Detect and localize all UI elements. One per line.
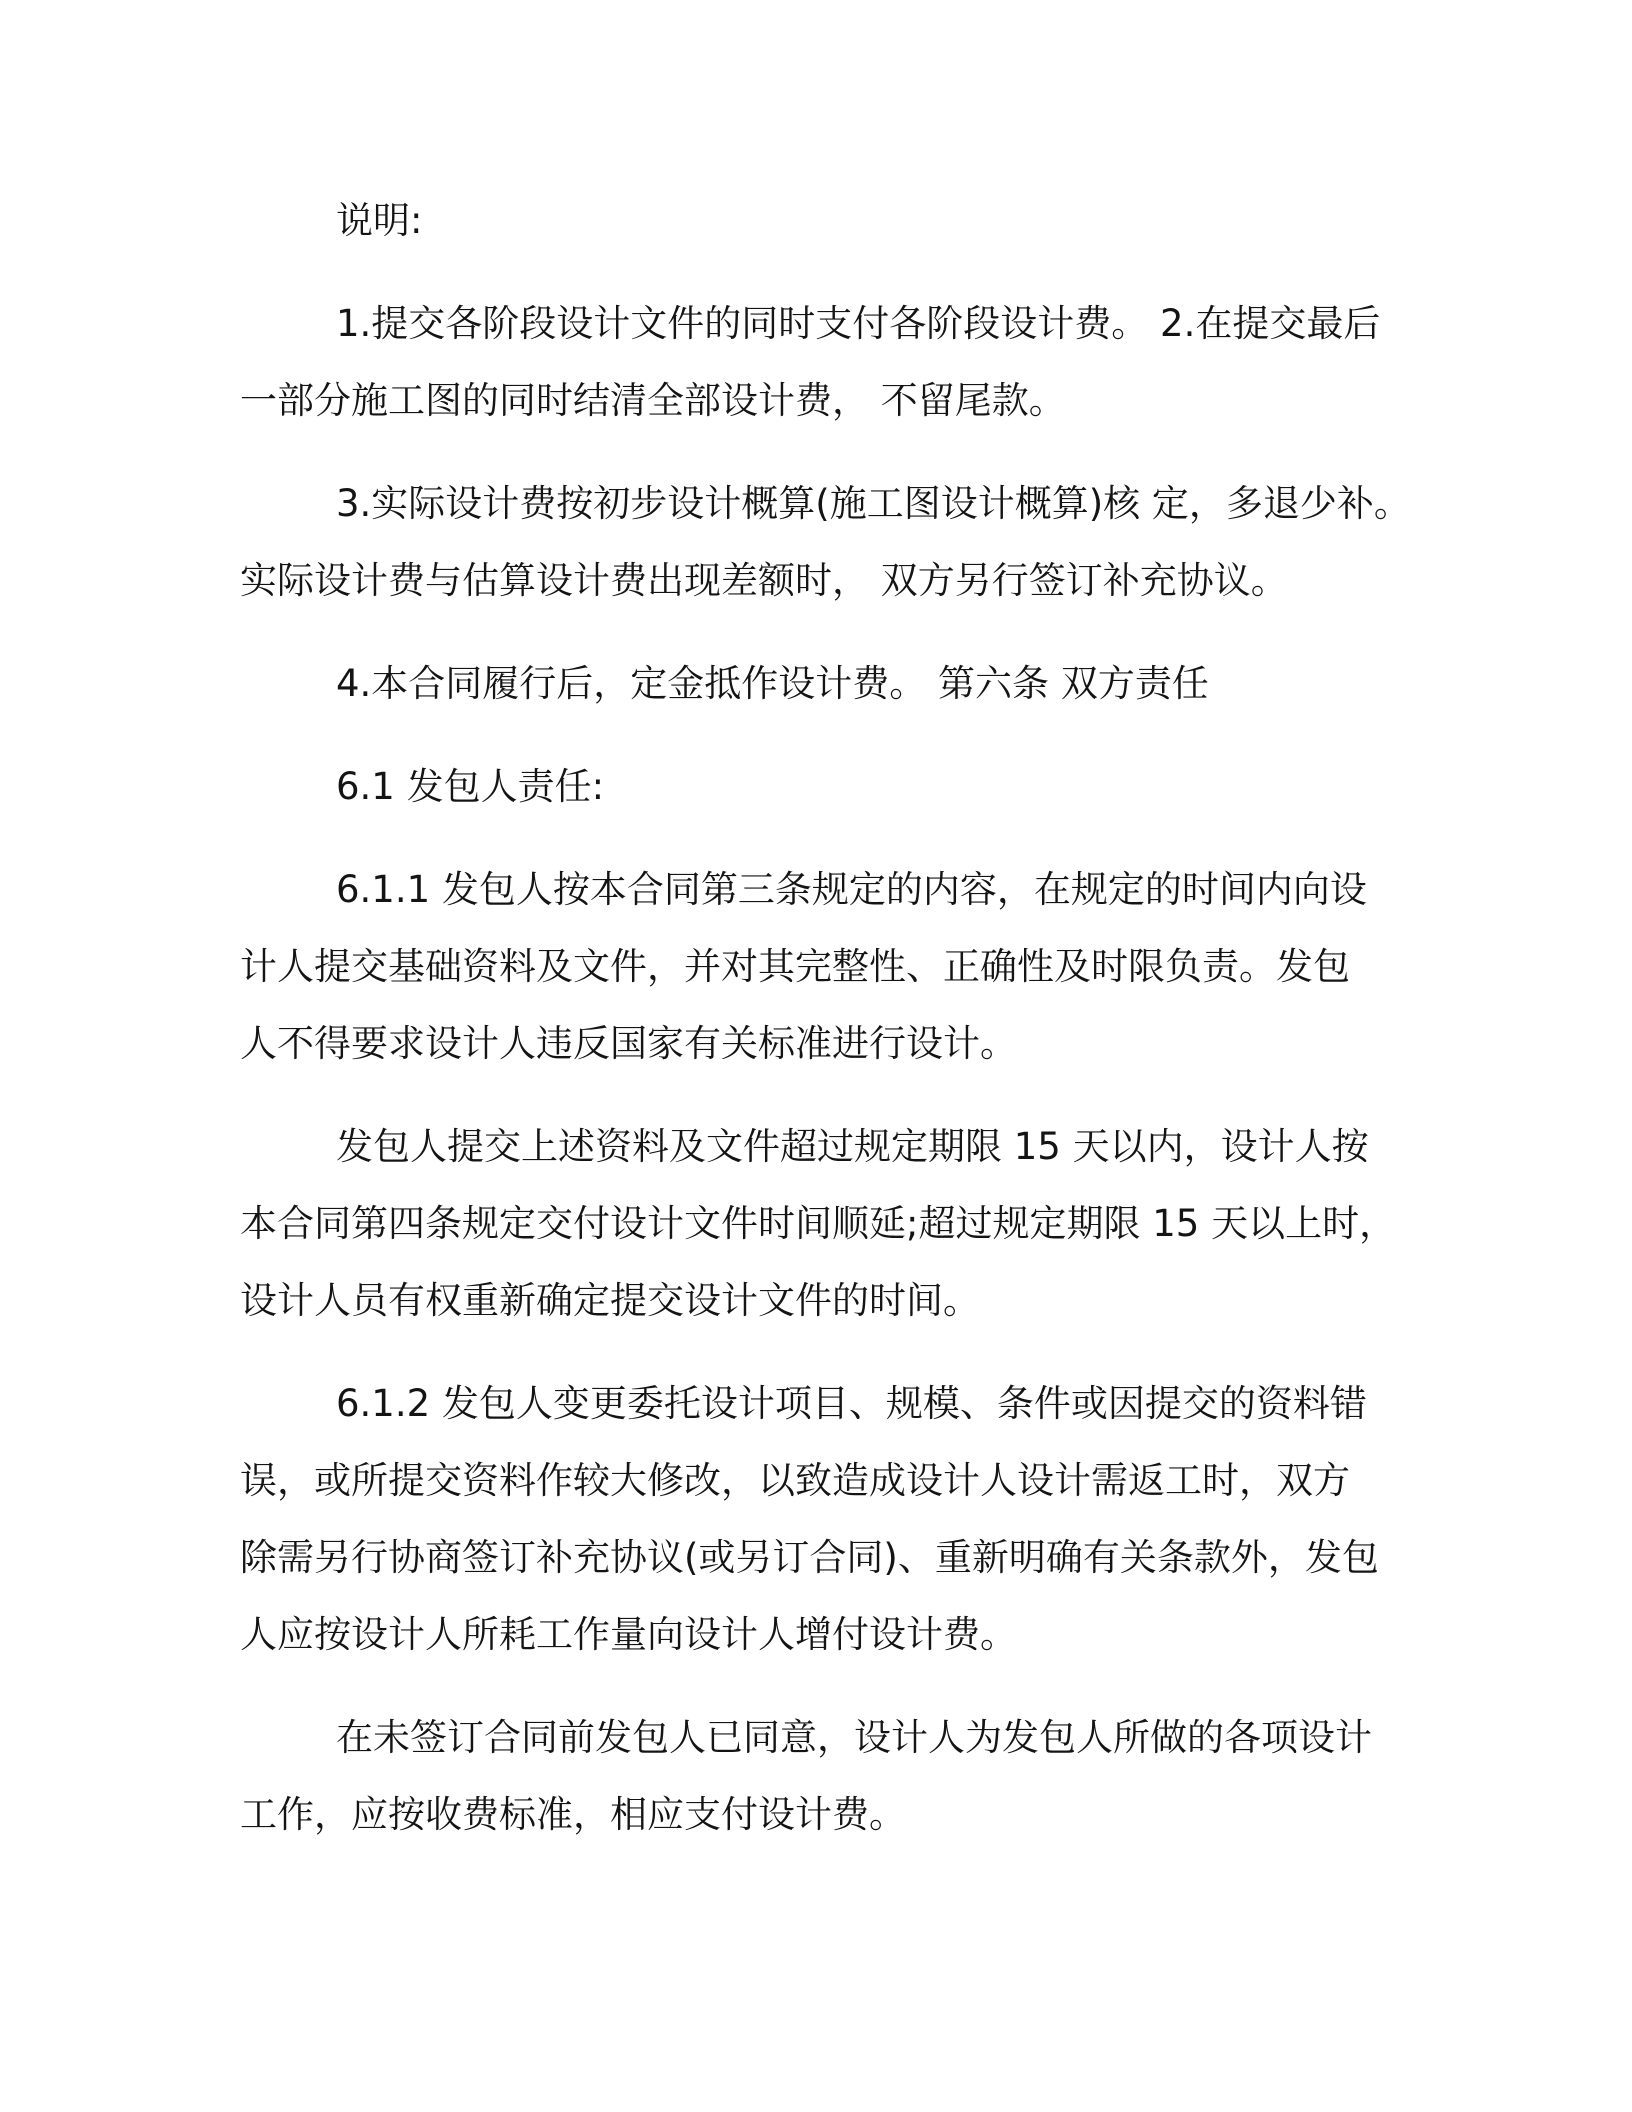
text-line: 除需另行协商签订补充协议(或另订合同)、重新明确有关条款外，发包: [240, 1536, 1379, 1579]
paragraph-item-4: [240, 645, 1400, 722]
paragraph-deadline-extension: [240, 1108, 1400, 1339]
text-line: 1.提交各阶段设计文件的同时支付各阶段设计费。 2.在提交最后: [336, 302, 1381, 345]
text-line: 发包人提交上述资料及文件超过规定期限 15 天以内，设计人按: [336, 1125, 1369, 1168]
document-body: [240, 182, 1411, 1879]
text-line: 本合同第四条规定交付设计文件时间顺延;超过规定期限 15 天以上时，: [240, 1202, 1397, 1245]
text-line: 误，或所提交资料作较大修改，以致造成设计人设计需返工时，双方: [240, 1459, 1350, 1502]
text-line: 人不得要求设计人违反国家有关标准进行设计。: [240, 1022, 1017, 1065]
paragraph-explanation-heading: [240, 182, 1400, 259]
text-line: 在未签订合同前发包人已同意，设计人为发包人所做的各项设计: [336, 1716, 1372, 1759]
text-line: 一部分施工图的同时结清全部设计费， 不留尾款。: [240, 379, 1066, 422]
text-line: 4.本合同履行后，定金抵作设计费。 第六条 双方责任: [336, 662, 1209, 705]
paragraph-pre-contract-work: [240, 1699, 1400, 1853]
text-line: 工作，应按收费标准，相应支付设计费。: [240, 1793, 906, 1836]
paragraph-section-6-1: [240, 748, 1400, 825]
text-line: 6.1.2 发包人变更委托设计项目、规模、条件或因提交的资料错: [336, 1382, 1367, 1425]
paragraph-section-6-1-2: [240, 1365, 1400, 1673]
text-line: 6.1.1 发包人按本合同第三条规定的内容，在规定的时间内向设: [336, 868, 1367, 911]
text-line: 6.1 发包人责任:: [336, 765, 605, 808]
text-line: 设计人员有权重新确定提交设计文件的时间。: [240, 1279, 980, 1322]
paragraph-item-3: [240, 465, 1411, 619]
text-line: 计人提交基础资料及文件，并对其完整性、正确性及时限负责。发包: [240, 945, 1350, 988]
paragraph-section-6-1-1: [240, 851, 1400, 1082]
text-line: 3.实际设计费按初步设计概算(施工图设计概算)核 定，多退少补。: [336, 482, 1411, 525]
text-line: 实际设计费与估算设计费出现差额时， 双方另行签订补充协议。: [240, 559, 1288, 602]
text-line: 人应按设计人所耗工作量向设计人增付设计费。: [240, 1613, 1017, 1656]
text-line: 说明:: [336, 199, 423, 242]
paragraph-item-1-2: [240, 285, 1400, 439]
